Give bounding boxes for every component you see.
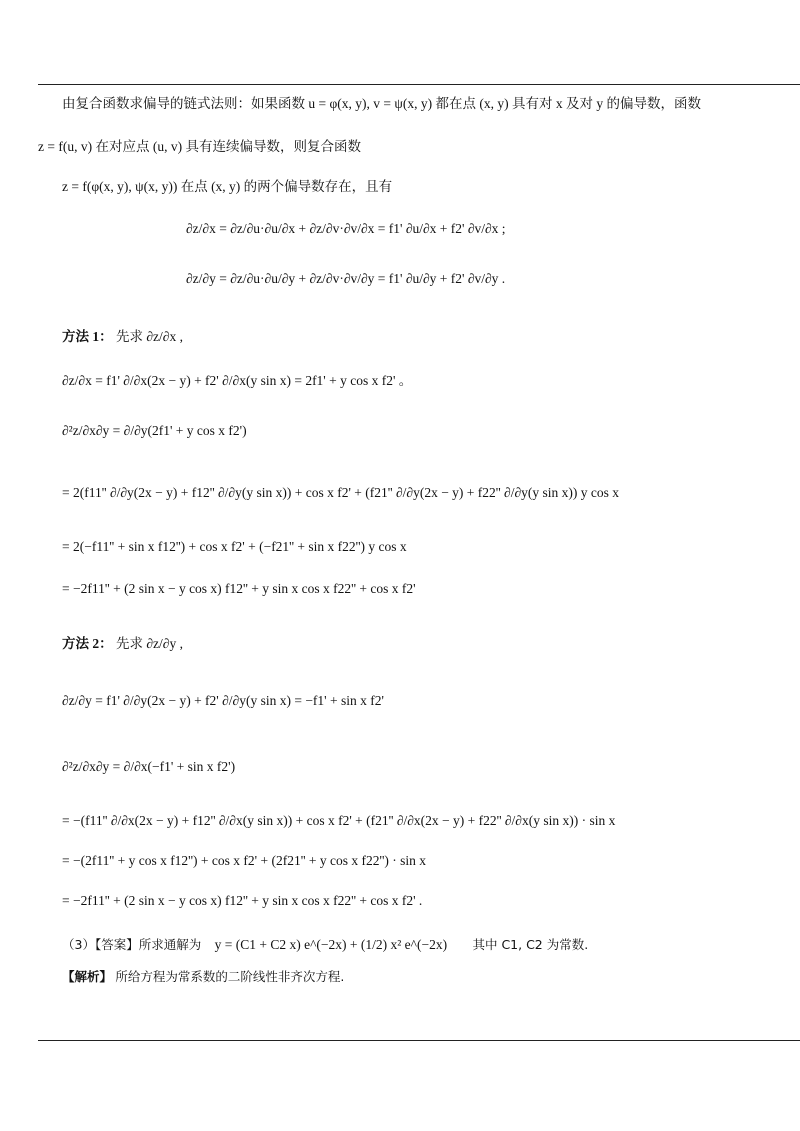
bottom-rule (38, 1040, 800, 1041)
method2-label: 方法 2： (62, 636, 113, 651)
part3-prefix: （3）【答案】所求通解为 (62, 937, 202, 952)
intro-line-2: z = f(u, v) 在对应点 (u, v) 具有连续偏导数，则复合函数 (38, 139, 361, 154)
part3-suffix: 其中 C1, C2 为常数. (472, 937, 589, 952)
method2-step-3: = −(f11'' ∂/∂x(2x − y) + f12'' ∂/∂x(y sin x)) + cos x f2' + (f21'' ∂/∂x(2x − y) + f22'' ∂/∂x(y sin x)) · sin x (62, 813, 616, 828)
method2-heading-text: 先求 ∂z/∂y , (116, 636, 183, 651)
analysis-label: 【解析】 (62, 969, 113, 984)
method1-step-2: ∂²z/∂x∂y = ∂/∂y(2f1' + y cos x f2') (62, 423, 247, 438)
intro-line-1: 由复合函数求偏导的链式法则：如果函数 u = φ(x, y), v = ψ(x, y) 都在点 (x, y) 具有对 x 及对 y 的偏导数，函数 (62, 96, 701, 111)
method2-step-2: ∂²z/∂x∂y = ∂/∂x(−f1' + sin x f2') (62, 759, 236, 774)
part3-answer (62, 938, 588, 952)
chain-rule-y: ∂z/∂y = ∂z/∂u·∂u/∂y + ∂z/∂v·∂v/∂y = f1' ∂u/∂y + f2' ∂v/∂y . (186, 271, 506, 286)
top-rule (38, 84, 800, 85)
method2-step-4: = −(2f11'' + y cos x f12'') + cos x f2' + (2f21'' + y cos x f22'') · sin x (62, 853, 427, 868)
analysis-text: 所给方程为常系数的二阶线性非齐次方程. (115, 969, 345, 984)
method2-step-5: = −2f11'' + (2 sin x − y cos x) f12'' + y sin x cos x f22'' + cos x f2' . (62, 893, 423, 908)
method1-step-4: = 2(−f11'' + sin x f12'') + cos x f2' + (−f21'' + sin x f22'') y cos x (62, 539, 407, 554)
analysis-line (62, 970, 344, 984)
method2-heading (62, 637, 183, 651)
chain-rule-x: ∂z/∂x = ∂z/∂u·∂u/∂x + ∂z/∂v·∂v/∂x = f1' ∂u/∂x + f2' ∂v/∂x ; (186, 221, 506, 236)
method1-step-1: ∂z/∂x = f1' ∂/∂x(2x − y) + f2' ∂/∂x(y sin x) = 2f1' + y cos x f2' 。 (62, 373, 413, 388)
method1-heading-text: 先求 ∂z/∂x , (116, 329, 183, 344)
intro-line-3: z = f(φ(x, y), ψ(x, y)) 在点 (x, y) 的两个偏导数存在，且有 (62, 179, 393, 194)
method2-step-1: ∂z/∂y = f1' ∂/∂y(2x − y) + f2' ∂/∂y(y sin x) = −f1' + sin x f2' (62, 693, 384, 708)
method1-step-3: = 2(f11'' ∂/∂y(2x − y) + f12'' ∂/∂y(y sin x)) + cos x f2' + (f21'' ∂/∂y(2x − y) + f22'' ∂/∂y(y sin x)) y cos x (62, 485, 619, 500)
part3-formula: y = (C1 + C2 x) e^(−2x) + (1/2) x² e^(−2x) (214, 937, 448, 952)
method1-heading (62, 330, 183, 344)
method1-label: 方法 1： (62, 329, 113, 344)
method1-step-5: = −2f11'' + (2 sin x − y cos x) f12'' + y sin x cos x f22'' + cos x f2' (62, 581, 416, 596)
